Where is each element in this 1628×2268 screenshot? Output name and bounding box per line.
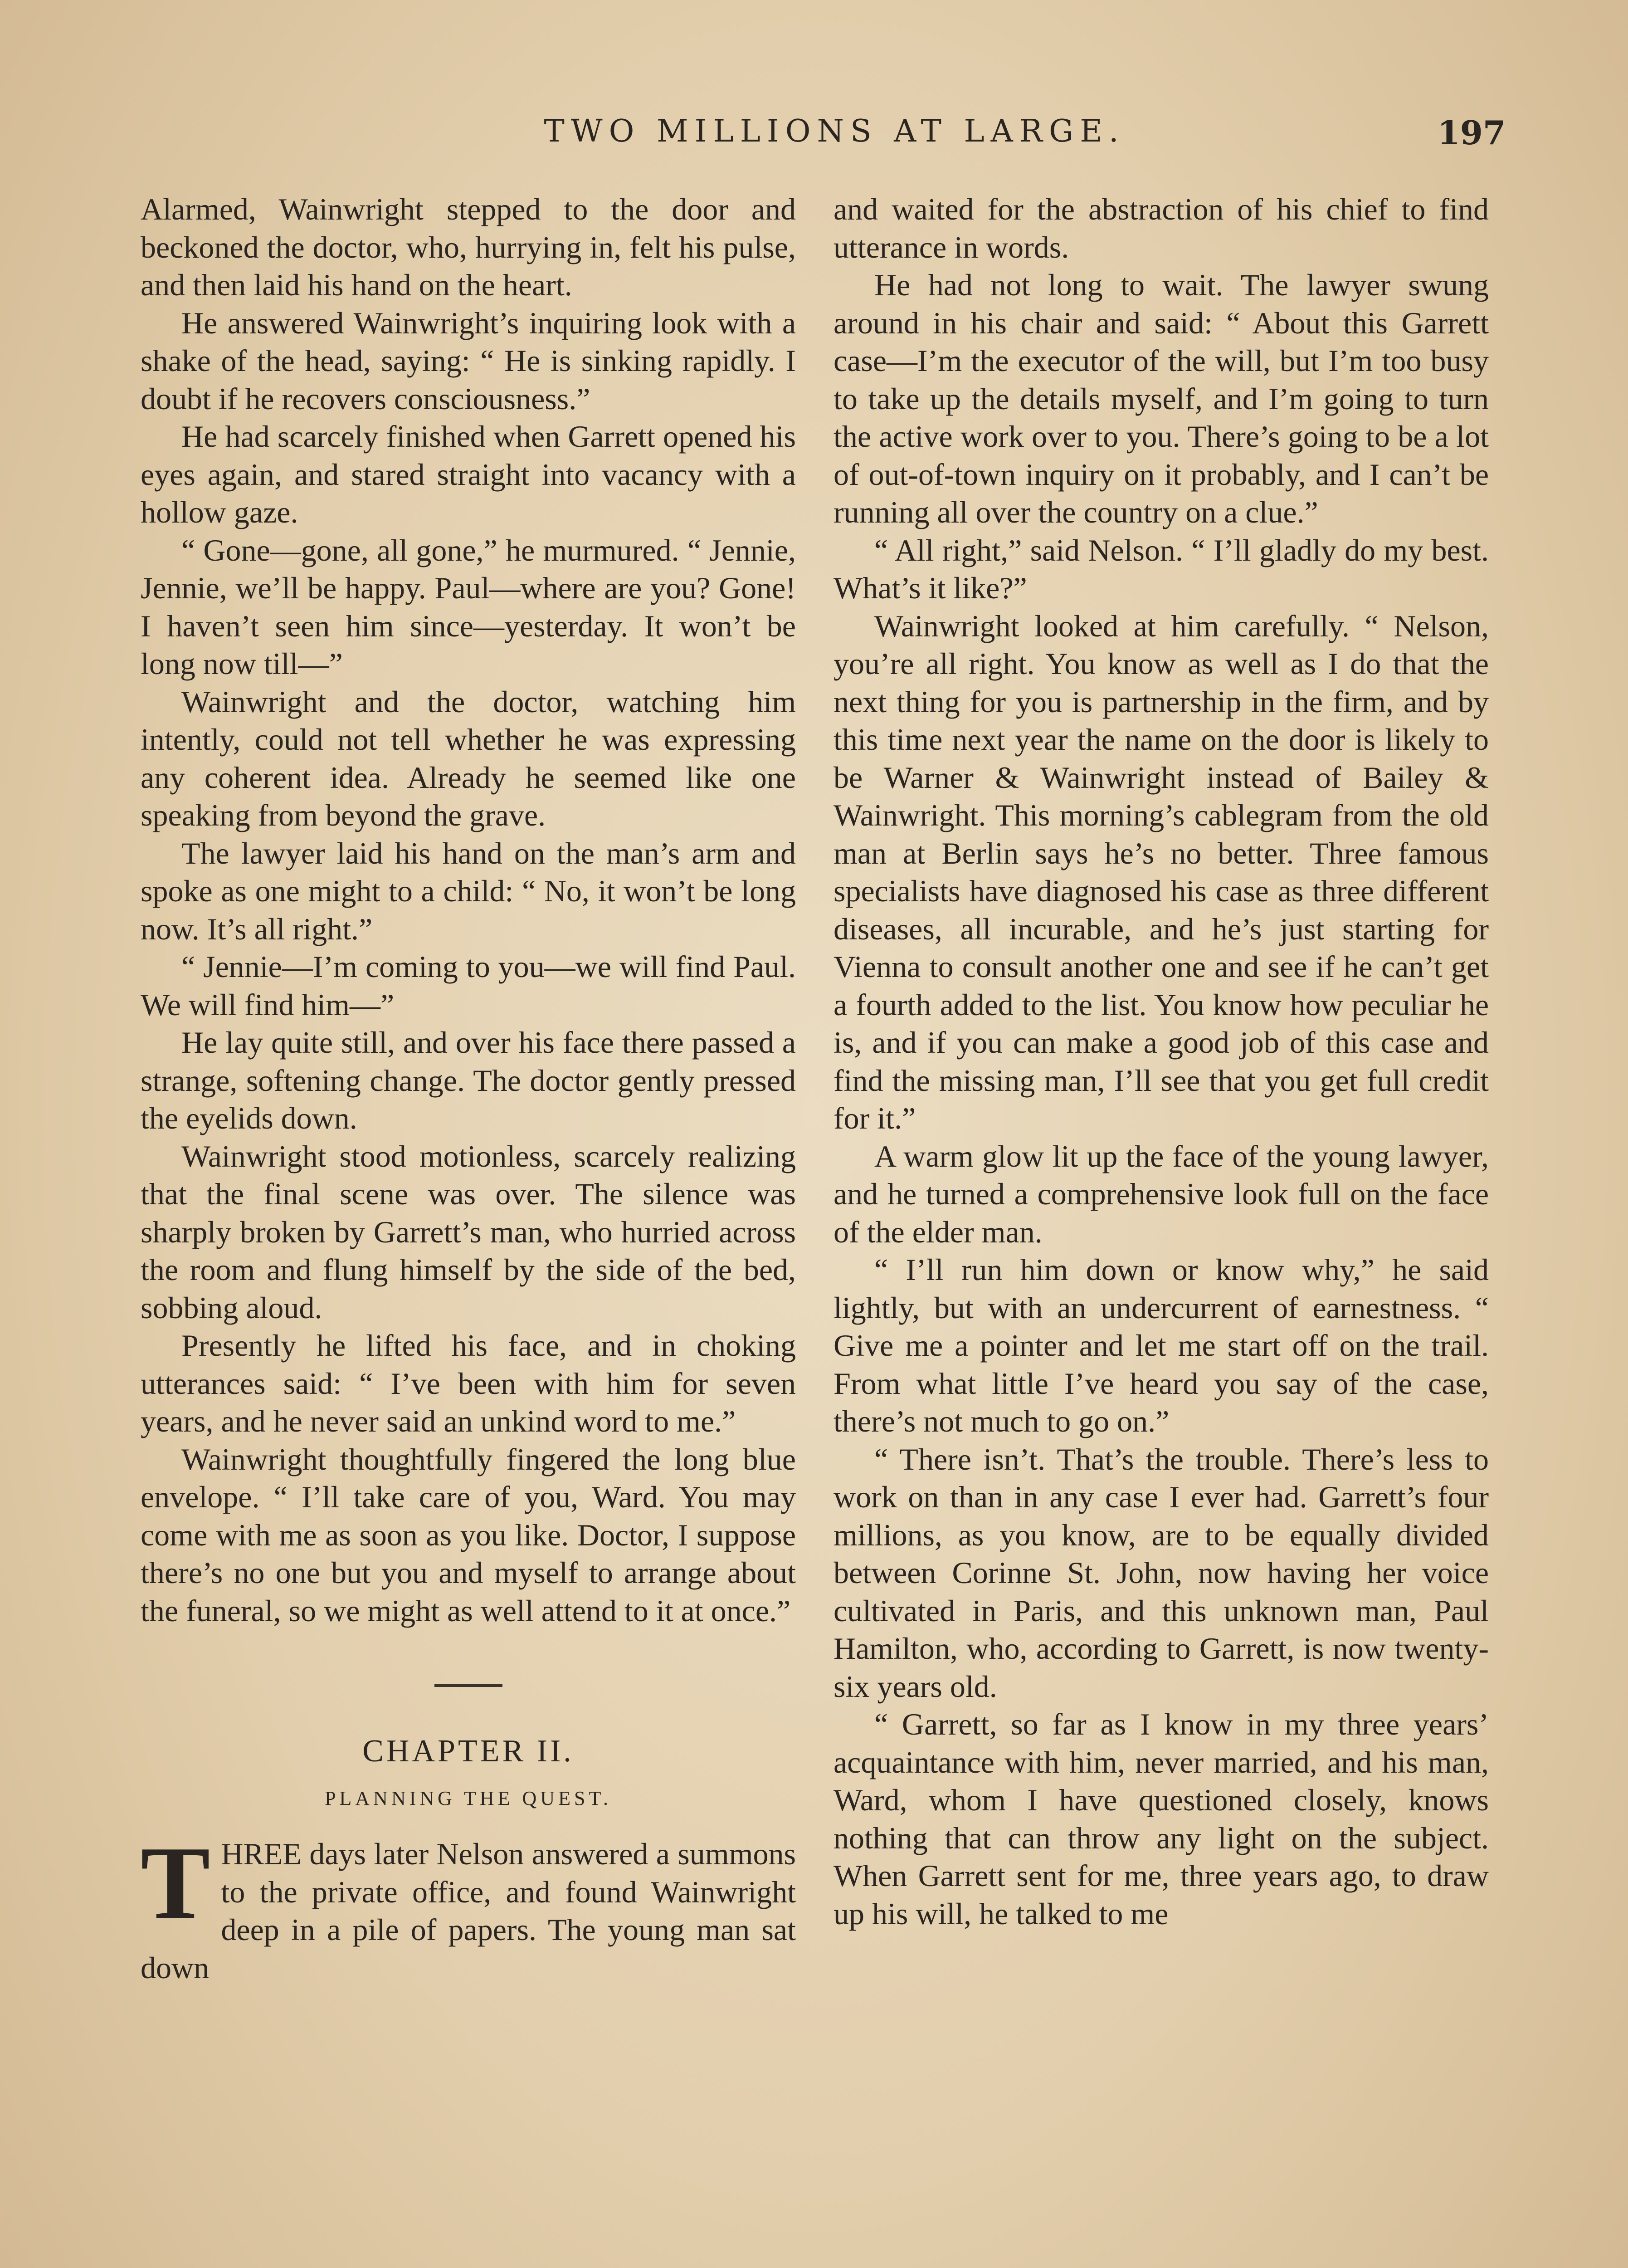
paragraph: The lawyer laid his hand on the man’s arm and spoke as one might to a child: “ No, it won’t be long now. It’s all right.” <box>141 836 796 946</box>
page-header <box>172 113 1506 163</box>
paragraph: He had scarcely finished when Garrett opened his eyes again, and stared straight into vacancy with a hollow gaze. <box>141 419 796 529</box>
paragraph: “ Garrett, so far as I know in my three years’ acquaintance with him, never married, and his man, Ward, whom I have questioned closely, knows nothing that can throw any light on the subject. When Garrett sent for me, three years ago, to draw up his will, he talked to me <box>833 1707 1489 1931</box>
drop-cap: T <box>141 1825 210 1941</box>
chapter-first-paragraph <box>141 1825 796 1987</box>
section-divider <box>434 1684 502 1687</box>
paragraph: and waited for the abstraction of his chief to find utterance in words. <box>833 192 1489 264</box>
paragraph: Wainwright looked at him carefully. “ Nelson, you’re all right. You know as well as I do that the next thing for you is partnership in the firm, and by this time next year the name on the door is likely to be Warner & Wainwright instead of Bailey & Wainwright. This morning’s cablegram from the old man at Berlin says he’s no better. Three famous specialists have diagnosed his case as three different diseases, all incurable, and he’s just starting for Vienna to consult another one and see if he can’t get a fourth added to the list. You know how peculiar he is, and if you can make a good job of this case and find the missing man, I’ll see that you get full credit for it.” <box>833 608 1489 1135</box>
paragraph: Wainwright thoughtfully fingered the long blue envelope. “ I’ll take care of you, Ward. You may come with me as soon as you like. Doctor, I suppose there’s no one but you and myself to arrange about the funeral, so we might as well attend to it at once.” <box>141 1442 796 1628</box>
page-number: 197 <box>1437 113 1506 152</box>
running-title: TWO MILLIONS AT LARGE. <box>544 113 1125 149</box>
paragraph: “ Jennie—I’m coming to you—we will find Paul. We will find him—” <box>141 949 796 1022</box>
paragraph: Presently he lifted his face, and in choking utterances said: “ I’ve been with him for seven years, and he never said an unkind word to me.” <box>141 1328 796 1438</box>
paragraph: Wainwright stood motionless, scarcely realizing that the final scene was over. The silence was sharply broken by Garrett’s man, who hurried across the room and flung himself by the side of the bed, sobbing aloud. <box>141 1139 796 1325</box>
paragraph: He had not long to wait. The lawyer swung around in his chair and said: “ About this Garrett case—I’m the executor of the will, but I’m too busy to take up the details myself, and I’m going to turn the active work over to you. There’s going to be a lot of out-of-town inquiry on it probably, and I can’t be running all over the country on a clue.” <box>833 268 1489 529</box>
chapter-subtitle: PLANNING THE QUEST. <box>324 1787 612 1809</box>
right-column <box>833 191 1489 1933</box>
paragraph: A warm glow lit up the face of the young lawyer, and he turned a comprehensive look full on the face of the elder man. <box>833 1139 1489 1249</box>
paragraph: “ Gone—gone, all gone,” he murmured. “ Jennie, Jennie, we’ll be happy. Paul—where are you? Gone! I haven’t seen him since—yesterday. It won’t be long now till—” <box>141 533 796 681</box>
paragraph: “ I’ll run him down or know why,” he said lightly, but with an undercurrent of earnestness. “ Give me a pointer and let me start off on the trail. From what little I’ve heard you say of the case, there’s not much to go on.” <box>833 1252 1489 1438</box>
left-column <box>141 191 796 1987</box>
paragraph: He answered Wainwright’s inquiring look with a shake of the head, saying: “ He is sinking rapidly. I doubt if he recovers consciousness.” <box>141 305 796 416</box>
paragraph: “ There isn’t. That’s the trouble. There’s less to work on than in any case I ever had. Garrett’s four millions, as you know, are to be equally divided between Corinne St. John, now having her voice cultivated in Paris, and this unknown man, Paul Hamilton, who, according to Garrett, is now twenty-six years old. <box>833 1442 1489 1704</box>
paragraph: Alarmed, Wainwright stepped to the door and beckoned the doctor, who, hurrying in, felt his pulse, and then laid his hand on the heart. <box>141 192 796 302</box>
chapter-title: CHAPTER II. <box>362 1734 574 1769</box>
paragraph: He lay quite still, and over his face there passed a strange, softening change. The doctor gently pressed the eyelids down. <box>141 1025 796 1135</box>
paragraph: Wainwright and the doctor, watching him intently, could not tell whether he was expressing any coherent idea. Already he seemed like one speaking from beyond the grave. <box>141 684 796 832</box>
paragraph: “ All right,” said Nelson. “ I’ll gladly do my best. What’s it like?” <box>833 533 1489 605</box>
chapter-first-paragraph-text: HREE days later Nelson answered a summons to the private office, and found Wainwright deep in a pile of papers. The young man sat down <box>141 1837 796 1985</box>
